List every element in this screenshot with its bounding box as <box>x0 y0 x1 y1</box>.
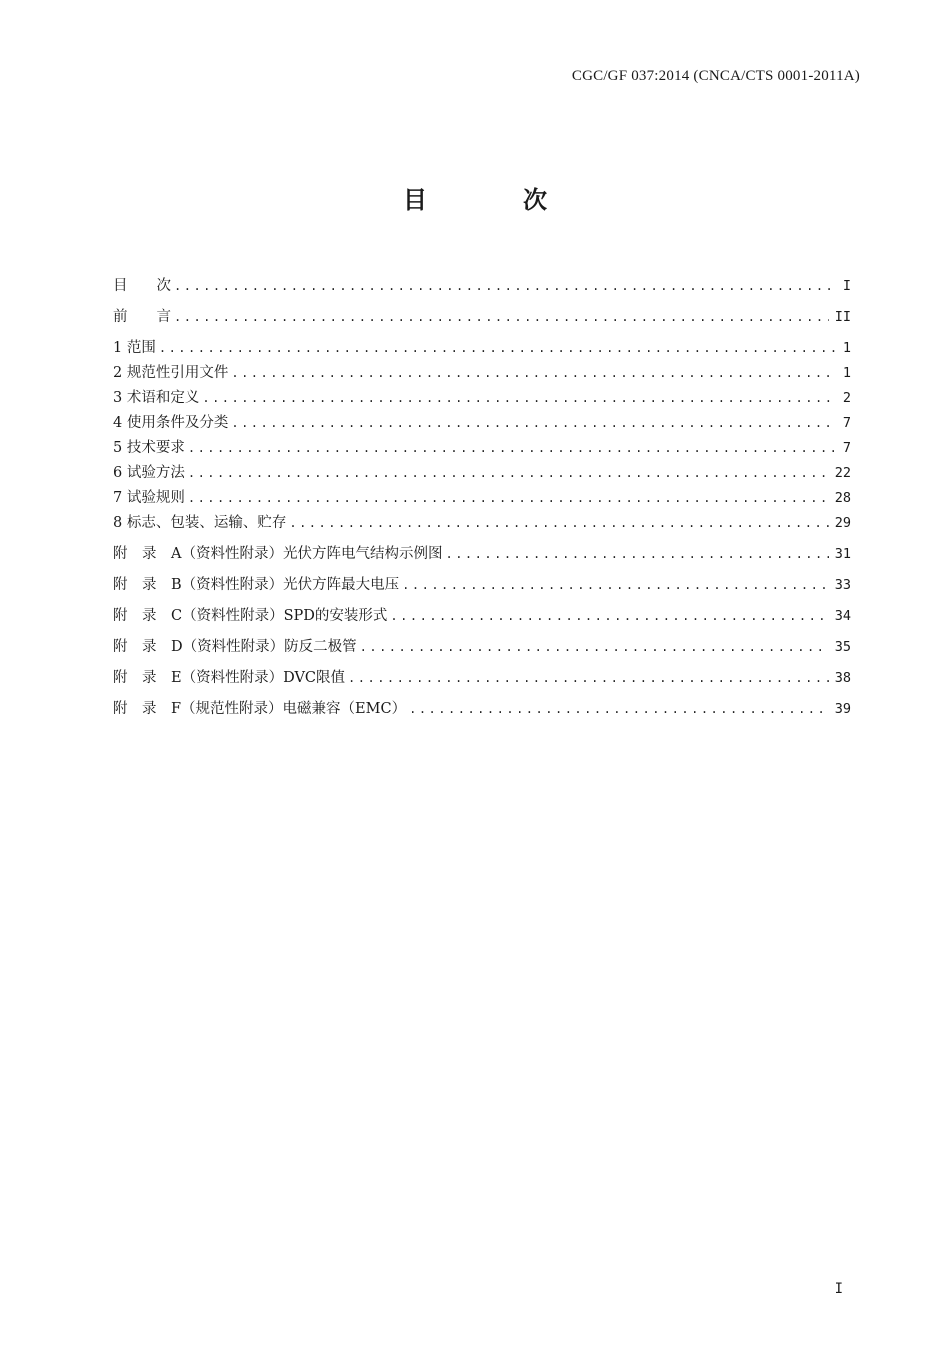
toc-leader-dots <box>159 341 837 355</box>
toc-entry-label: 目 次 <box>113 278 171 294</box>
toc-leader-dots <box>360 640 829 654</box>
toc-entry-label: 附 录 E（资料性附录）DVC限值 <box>113 670 346 686</box>
toc-leader-dots <box>231 366 837 380</box>
toc-entry-annex-f[interactable] <box>113 697 851 728</box>
toc-entry-label: 附 录 F（规范性附录）电磁兼容（EMC） <box>113 701 407 717</box>
page-title-right: 次 <box>523 186 547 214</box>
toc-entry-page: 2 <box>842 390 851 406</box>
toc-entry-page: 34 <box>834 608 851 624</box>
toc-entry-page: 29 <box>834 515 851 531</box>
toc-entry-label: 1 范围 <box>113 340 156 356</box>
toc-entry-2[interactable] <box>113 361 851 386</box>
page-title <box>0 180 950 215</box>
toc-entry-page: II <box>834 309 851 325</box>
toc-entry-page: 1 <box>842 365 851 381</box>
toc-entry-contents[interactable] <box>113 274 851 305</box>
table-of-contents <box>113 274 851 728</box>
toc-entry-label: 8 标志、包装、运输、贮存 <box>113 515 287 531</box>
toc-leader-dots <box>390 609 828 623</box>
toc-entry-page: 39 <box>834 701 851 717</box>
toc-leader-dots <box>289 516 828 530</box>
toc-entry-page: I <box>842 278 851 294</box>
toc-entry-label: 6 试验方法 <box>113 465 185 481</box>
toc-leader-dots <box>174 310 829 324</box>
toc-leader-dots <box>188 491 829 505</box>
toc-entry-label: 附 录 A（资料性附录）光伏方阵电气结构示例图 <box>113 546 443 562</box>
toc-entry-3[interactable] <box>113 386 851 411</box>
toc-leader-dots <box>231 416 837 430</box>
toc-leader-dots <box>188 441 837 455</box>
toc-entry-annex-c[interactable] <box>113 604 851 635</box>
toc-entry-page: 7 <box>842 440 851 456</box>
toc-entry-page: 35 <box>834 639 851 655</box>
page-title-left: 目 <box>403 186 427 214</box>
toc-entry-5[interactable] <box>113 436 851 461</box>
toc-entry-8[interactable] <box>113 511 851 542</box>
toc-entry-label: 3 术语和定义 <box>113 390 200 406</box>
toc-entry-page: 1 <box>842 340 851 356</box>
toc-leader-dots <box>348 671 829 685</box>
toc-entry-4[interactable] <box>113 411 851 436</box>
toc-entry-page: 33 <box>834 577 851 593</box>
toc-entry-label: 7 试验规则 <box>113 490 185 506</box>
toc-leader-dots <box>445 547 828 561</box>
toc-entry-annex-b[interactable] <box>113 573 851 604</box>
toc-entry-annex-a[interactable] <box>113 542 851 573</box>
toc-entry-page: 22 <box>834 465 851 481</box>
toc-entry-page: 7 <box>842 415 851 431</box>
toc-entry-1[interactable] <box>113 336 851 361</box>
toc-entry-label: 前 言 <box>113 309 171 325</box>
toc-leader-dots <box>409 702 829 716</box>
toc-entry-label: 附 录 C（资料性附录）SPD的安装形式 <box>113 608 388 624</box>
toc-entry-label: 附 录 D（资料性附录）防反二极管 <box>113 639 357 655</box>
toc-entry-7[interactable] <box>113 486 851 511</box>
toc-entry-6[interactable] <box>113 461 851 486</box>
toc-entry-foreword[interactable] <box>113 305 851 336</box>
toc-entry-label: 2 规范性引用文件 <box>113 365 229 381</box>
toc-leader-dots <box>402 578 829 592</box>
toc-leader-dots <box>202 391 837 405</box>
toc-entry-label: 5 技术要求 <box>113 440 185 456</box>
toc-leader-dots <box>174 279 837 293</box>
toc-leader-dots <box>188 466 829 480</box>
toc-entry-annex-e[interactable] <box>113 666 851 697</box>
toc-entry-page: 38 <box>834 670 851 686</box>
standard-code: CGC/GF 037:2014 (CNCA/CTS 0001-2011A) <box>571 68 860 84</box>
toc-entry-page: 31 <box>834 546 851 562</box>
page-number: I <box>834 1281 843 1297</box>
toc-entry-label: 附 录 B（资料性附录）光伏方阵最大电压 <box>113 577 400 593</box>
toc-entry-annex-d[interactable] <box>113 635 851 666</box>
toc-entry-label: 4 使用条件及分类 <box>113 415 229 431</box>
toc-entry-page: 28 <box>834 490 851 506</box>
